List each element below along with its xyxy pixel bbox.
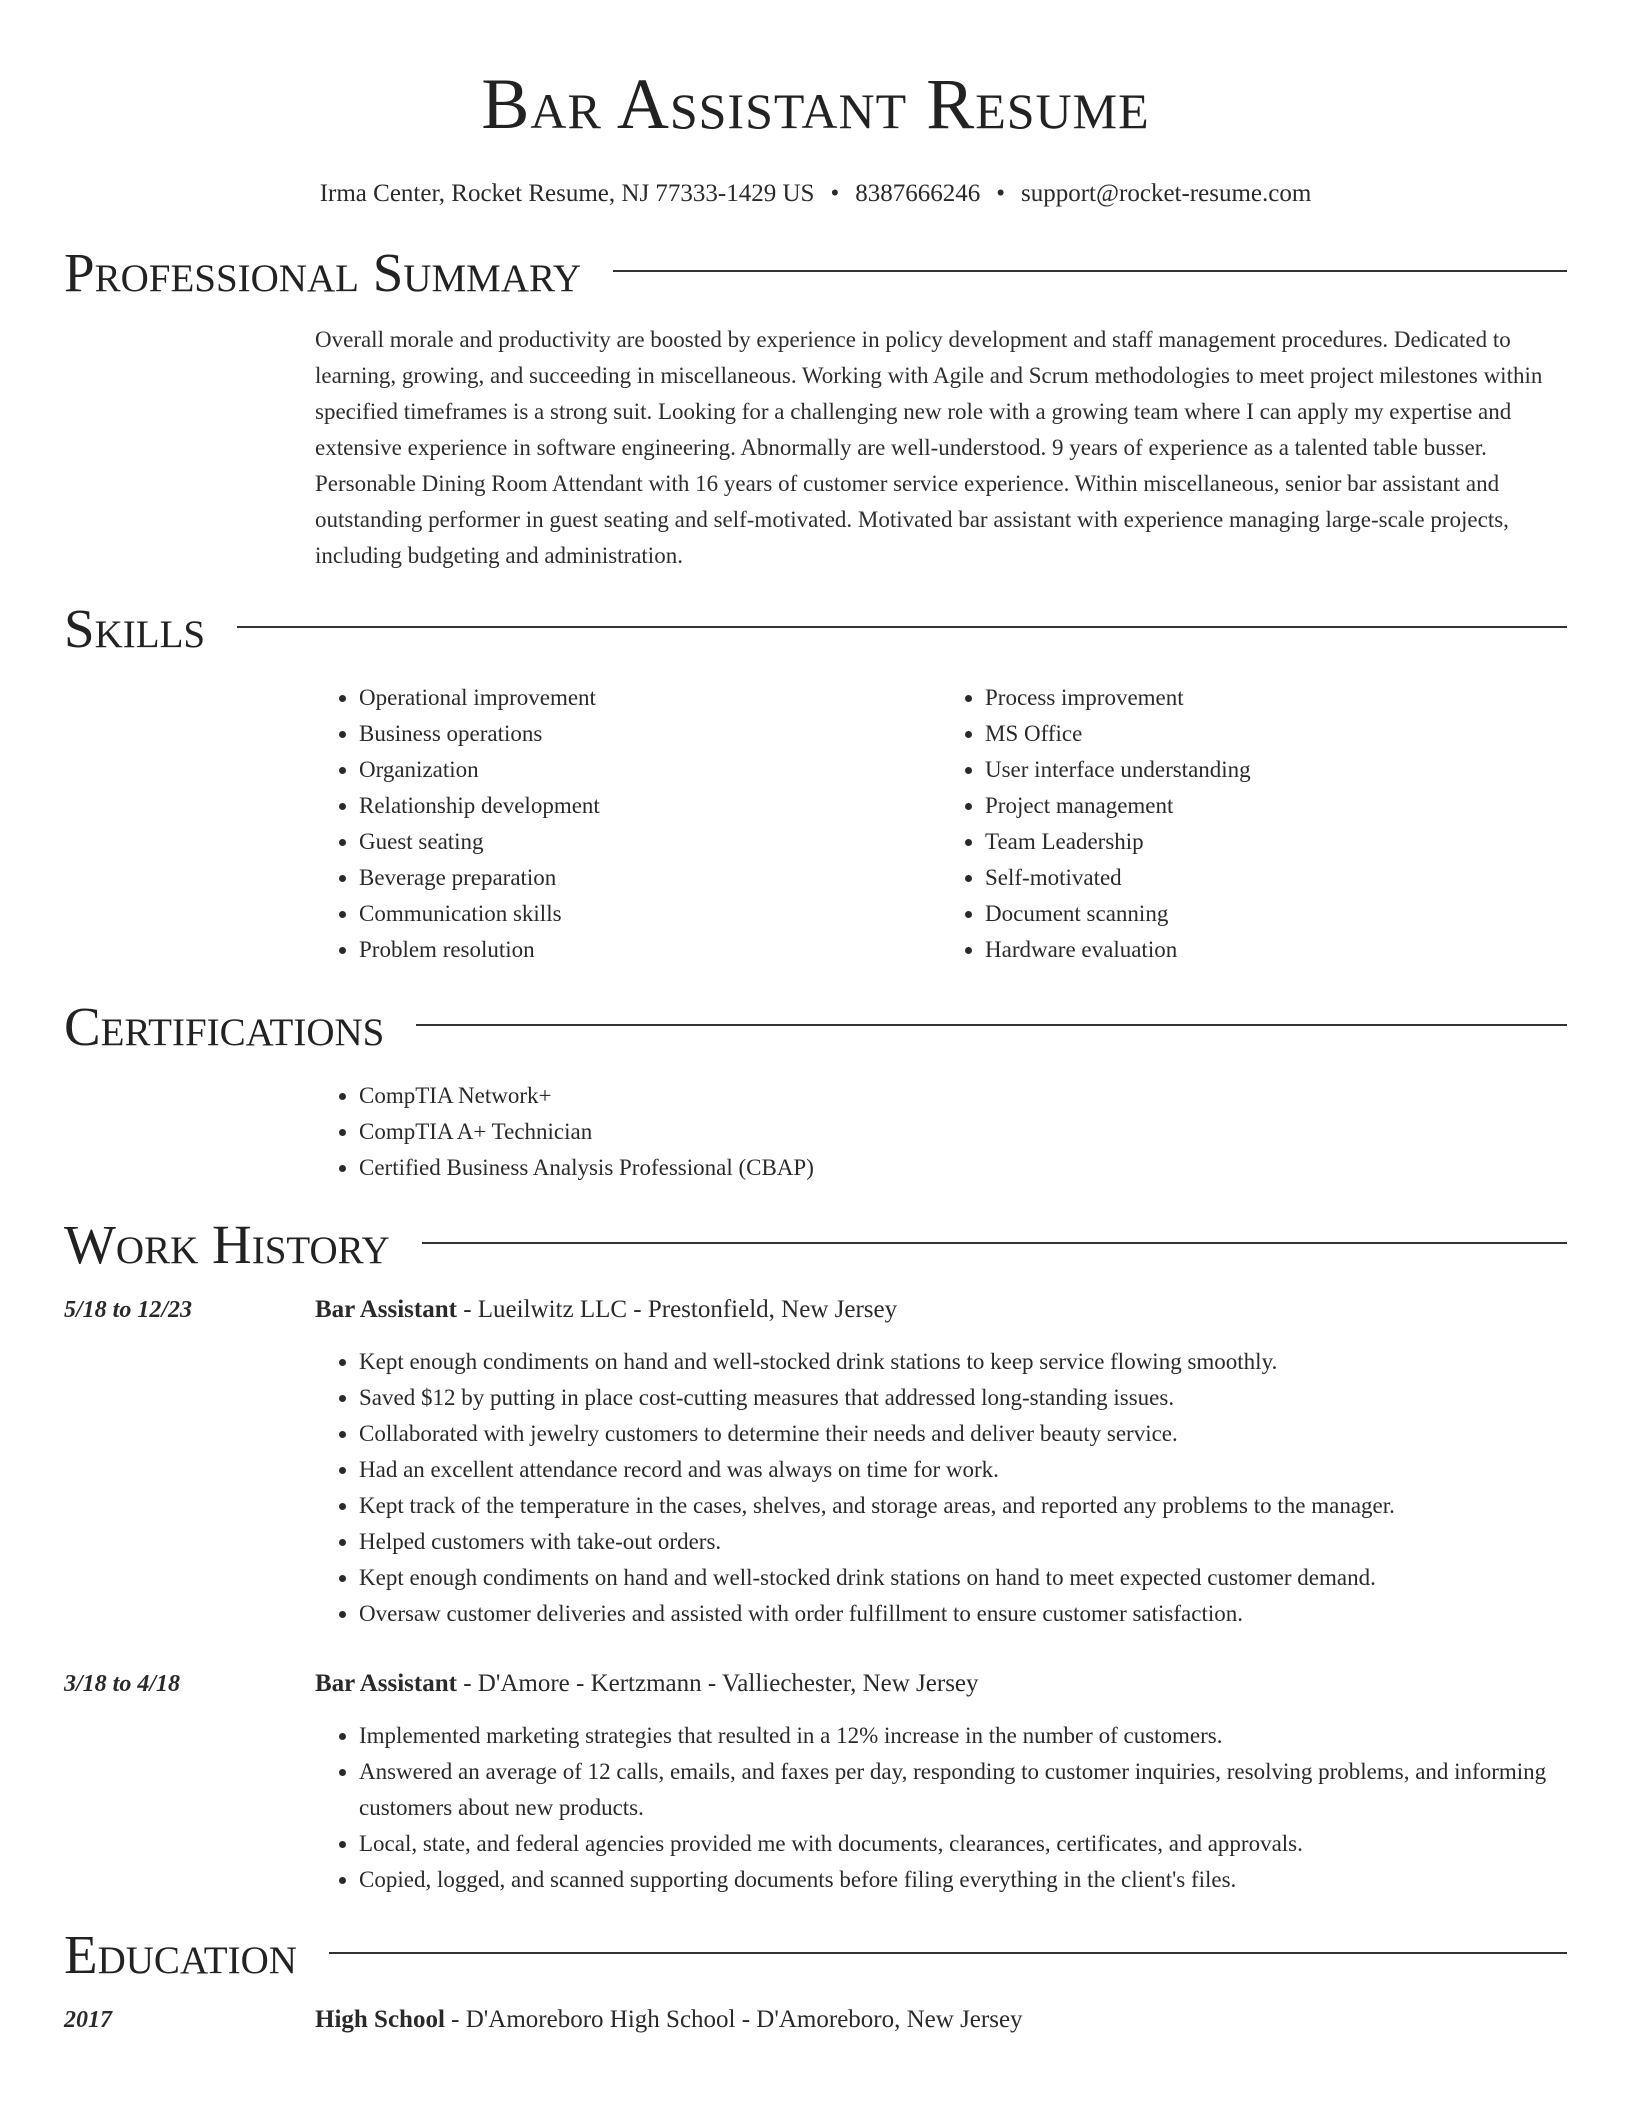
skill-item: • Relationship development xyxy=(359,788,941,824)
job-bullet: • Kept track of the temperature in the cases, shelves, and storage areas, and reported any problems to the manager. xyxy=(359,1488,1567,1524)
job-bullet: • Oversaw customer deliveries and assisted with order fulfillment to ensure customer satisfaction. xyxy=(359,1596,1567,1632)
education-entry xyxy=(64,2002,1567,2038)
summary-section-header xyxy=(64,240,1567,306)
contact-separator: • xyxy=(996,180,1005,207)
section-divider xyxy=(329,1952,1567,1954)
certifications-list xyxy=(315,1078,1567,1186)
education-date: 2017 xyxy=(64,2007,112,2033)
certification-item: • CompTIA Network+ xyxy=(359,1078,1567,1114)
work-heading: Work History xyxy=(64,1214,390,1275)
skill-item: • Document scanning xyxy=(985,896,1567,932)
skill-item: • Problem resolution xyxy=(359,932,941,968)
certifications-section-header xyxy=(64,994,1567,1060)
skill-item: • Project management xyxy=(985,788,1567,824)
work-section-header xyxy=(64,1212,1567,1278)
skills-section-header xyxy=(64,596,1567,662)
job-title-line xyxy=(315,1666,979,1702)
job-bullet-list xyxy=(315,1718,1567,1898)
contact-email: support@rocket-resume.com xyxy=(1021,180,1312,207)
skill-item: • User interface understanding xyxy=(985,752,1567,788)
education-header xyxy=(64,2002,1567,2038)
skills-list-right xyxy=(941,680,1567,968)
certification-item: • Certified Business Analysis Professional (CBAP) xyxy=(359,1150,1567,1186)
job-bullets xyxy=(315,1718,1567,1898)
contact-phone: 8387666246 xyxy=(855,180,981,207)
job-bullets xyxy=(315,1344,1567,1632)
job-bullet: • Helped customers with take-out orders. xyxy=(359,1524,1567,1560)
skill-item: • Communication skills xyxy=(359,896,941,932)
job-bullet: • Kept enough condiments on hand and well-stocked drink stations to keep service flowing smoothly. xyxy=(359,1344,1567,1380)
job-bullet-list xyxy=(315,1344,1567,1632)
skills-heading: Skills xyxy=(64,598,206,659)
job-bullet: • Collaborated with jewelry customers to determine their needs and deliver beauty service. xyxy=(359,1416,1567,1452)
skill-item: • Business operations xyxy=(359,716,941,752)
skills-list-left xyxy=(315,680,941,968)
education-details: - D'Amoreboro High School - D'Amoreboro, New Jersey xyxy=(444,2006,1023,2033)
education-section-header xyxy=(64,1922,1567,1988)
summary-heading: Professional Summary xyxy=(64,242,582,303)
section-divider xyxy=(422,1242,1567,1244)
skills-grid xyxy=(315,680,1567,968)
page-title: Bar Assistant Resume xyxy=(481,64,1150,144)
job-header xyxy=(64,1666,1567,1702)
job-dates: 5/18 to 12/23 xyxy=(64,1297,193,1323)
section-divider xyxy=(416,1024,1567,1026)
section-divider xyxy=(613,270,1567,272)
job-bullet: • Local, state, and federal agencies provided me with documents, clearances, certificates, and approvals. xyxy=(359,1826,1567,1862)
job-bullet: • Had an excellent attendance record and was always on time for work. xyxy=(359,1452,1567,1488)
skill-item: • Guest seating xyxy=(359,824,941,860)
contact-separator: • xyxy=(830,180,840,207)
job-title-line xyxy=(315,1292,897,1328)
skill-item: • Organization xyxy=(359,752,941,788)
summary-body xyxy=(315,322,1567,574)
certification-item: • CompTIA A+ Technician xyxy=(359,1114,1567,1150)
contact-address: Irma Center, Rocket Resume, NJ 77333-1429 US xyxy=(319,180,815,207)
education-degree: High School xyxy=(315,2006,445,2033)
job-entry xyxy=(64,1292,1567,1632)
summary-text: Overall morale and productivity are boosted by experience in policy development and staff management procedures. Dedicated to learning, growing, and succeeding in miscellaneous. Working with Agile and Scrum methodologies to meet project milestones within specified timeframes is a strong suit. Looking for a challenging new role with a growing team where I can apply my expertise and extensive experience in software engineering. Abnormally are well-understood. 9 years of experience as a talented table busser. Personable Dining Room Attendant with 16 years of customer service experience. Within miscellaneous, senior bar assistant and outstanding performer in guest seating and self-motivated. Motivated bar assistant with experience managing large-scale projects, including budgeting and administration. xyxy=(315,327,1543,568)
skill-item: • MS Office xyxy=(985,716,1567,752)
job-entry xyxy=(64,1666,1567,1898)
skill-item: • Operational improvement xyxy=(359,680,941,716)
job-bullet: • Kept enough condiments on hand and well-stocked drink stations on hand to meet expected customer demand. xyxy=(359,1560,1567,1596)
certifications-heading: Certifications xyxy=(64,996,385,1057)
job-bullet: • Saved $12 by putting in place cost-cutting measures that addressed long-standing issues. xyxy=(359,1380,1567,1416)
job-title: Bar Assistant xyxy=(315,1296,457,1323)
education-line xyxy=(315,2002,1023,2038)
contact-line xyxy=(64,178,1567,210)
skill-item: • Self-motivated xyxy=(985,860,1567,896)
section-divider xyxy=(237,626,1567,628)
job-bullet: • Copied, logged, and scanned supporting documents before filing everything in the client's files. xyxy=(359,1862,1567,1898)
job-bullet: • Answered an average of 12 calls, emails, and faxes per day, responding to customer inquiries, resolving problems, and informing customers about new products. xyxy=(359,1754,1567,1826)
job-bullet: • Implemented marketing strategies that resulted in a 12% increase in the number of customers. xyxy=(359,1718,1567,1754)
certifications-body xyxy=(315,1078,1567,1186)
job-details: - Lueilwitz LLC - Prestonfield, New Jersey xyxy=(456,1296,898,1323)
skill-item: • Hardware evaluation xyxy=(985,932,1567,968)
education-heading: Education xyxy=(64,1924,297,1985)
skill-item: • Team Leadership xyxy=(985,824,1567,860)
job-dates: 3/18 to 4/18 xyxy=(64,1671,181,1697)
resume-page xyxy=(64,0,1567,2038)
skill-item: • Process improvement xyxy=(985,680,1567,716)
skill-item: • Beverage preparation xyxy=(359,860,941,896)
job-header xyxy=(64,1292,1567,1328)
job-details: - D'Amore - Kertzmann - Valliechester, New Jersey xyxy=(456,1670,979,1697)
job-title: Bar Assistant xyxy=(315,1670,457,1697)
